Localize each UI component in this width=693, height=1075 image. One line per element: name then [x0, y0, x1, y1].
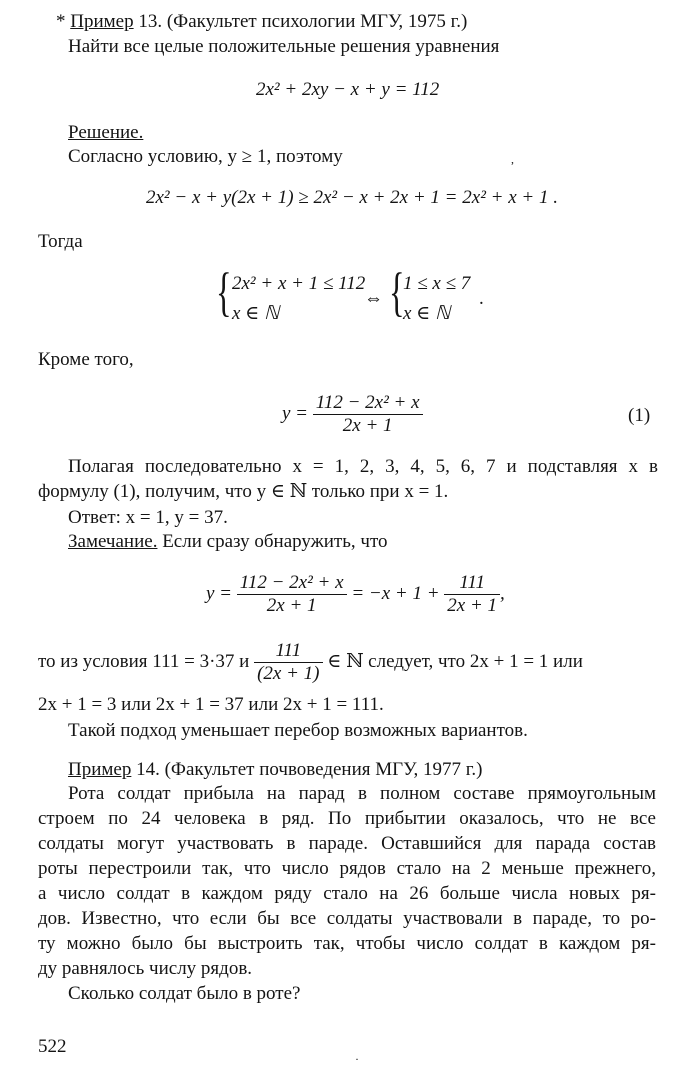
approach-line: Такой подход уменьшает перебор возможных вариантов.: [68, 720, 528, 741]
scan-speck: ,: [511, 152, 514, 166]
page-number: 522: [38, 1036, 67, 1057]
system-right-2: x ∈ ℕ: [403, 303, 451, 324]
example-label: Пример: [70, 11, 134, 32]
scan-speck: ·: [355, 1052, 359, 1066]
problem-line-6: дов. Известно, что если бы все солдаты участвовали в параде, то ро-: [38, 908, 656, 929]
substitution-line-1: Полагая последовательно x = 1, 2, 3, 4, 5, 6, 7 и подставляя x в: [68, 456, 658, 477]
cases-line: 2x + 1 = 3 или 2x + 1 = 37 или 2x + 1 = 111.: [38, 694, 384, 715]
problem-line-2: строем по 24 человека в ряд. По прибытии оказалось, что не все: [38, 808, 656, 829]
besides-text: Кроме того,: [38, 349, 134, 370]
system-right-1: 1 ≤ x ≤ 7: [403, 273, 471, 294]
left-brace: {: [216, 262, 232, 322]
then-text: Тогда: [38, 231, 83, 252]
remark-line: Замечание. Если сразу обнаружить, что: [68, 531, 388, 552]
system-period: .: [479, 288, 484, 309]
formula-1-fraction: $\frac{\text{112 − 2x² + x}}{2x + 1}$: [313, 392, 423, 437]
solution-label: Решение.: [68, 122, 144, 143]
equivalence-symbol: ⇔: [364, 288, 383, 309]
equation-tag: (1): [628, 405, 651, 426]
task-text: Найти все целые положительные решения уравнения: [68, 36, 500, 57]
question-text: Сколько солдат было в роте?: [68, 983, 301, 1004]
example-label: Пример: [68, 759, 132, 780]
divisibility-line: то из условия 111 = 3·37 и $\frac{111}{(2x + 1)}$ ∈ ℕ следует, что 2x + 1 = 1 или: [38, 640, 583, 684]
example-source: 13. (Факультет психологии МГУ, 1975 г.): [133, 11, 468, 32]
right-brace: {: [389, 262, 405, 322]
formula-2: y = $\frac{\text{112 − 2x² + x}}{2x + 1}$ = −x + 1 + $\frac{111}{2x + 1}$ ,: [206, 572, 505, 616]
system-left-1: 2x² + x + 1 ≤ 112: [232, 273, 366, 294]
remark-label: Замечание.: [68, 531, 158, 552]
answer-text: Ответ: x = 1, y = 37.: [68, 507, 228, 528]
footnote-marker: *: [56, 11, 66, 32]
problem-line-5: а число солдат в каждом ряду стало на 26 больше числа новых ря-: [38, 883, 656, 904]
example-14-heading: [68, 758, 482, 782]
substitution-line-2: формулу (1), получим, что y ∈ ℕ только при x = 1.: [38, 481, 449, 502]
problem-line-7: ту можно было бы выстроить так, чтобы число солдат в каждом ря-: [38, 933, 656, 954]
problem-line-4: роты перестроили так, что число рядов стало на 2 меньше прежнего,: [38, 858, 656, 879]
example-source: 14. (Факультет почвоведения МГУ, 1977 г.): [131, 759, 483, 780]
inequality: 2x² − x + y(2x + 1) ≥ 2x² − x + 2x + 1 = 2x² + x + 1 .: [146, 187, 558, 208]
condition-text: Согласно условию, y ≥ 1, поэтому: [68, 146, 343, 167]
formula-1: y = $\frac{\text{112 − 2x² + x}}{2x + 1}$: [282, 392, 423, 437]
main-equation: 2x² + 2xy − x + y = 112: [256, 79, 440, 100]
example-13-heading: [56, 10, 467, 34]
problem-line-8: ду равнялось числу рядов.: [38, 958, 253, 979]
system-left-2: x ∈ ℕ: [232, 303, 280, 324]
problem-line-3: солдаты могут участвовать в параде. Оставшийся для парада состав: [38, 833, 656, 854]
problem-line-1: Рота солдат прибыла на парад в полном составе прямоугольным: [68, 783, 656, 804]
